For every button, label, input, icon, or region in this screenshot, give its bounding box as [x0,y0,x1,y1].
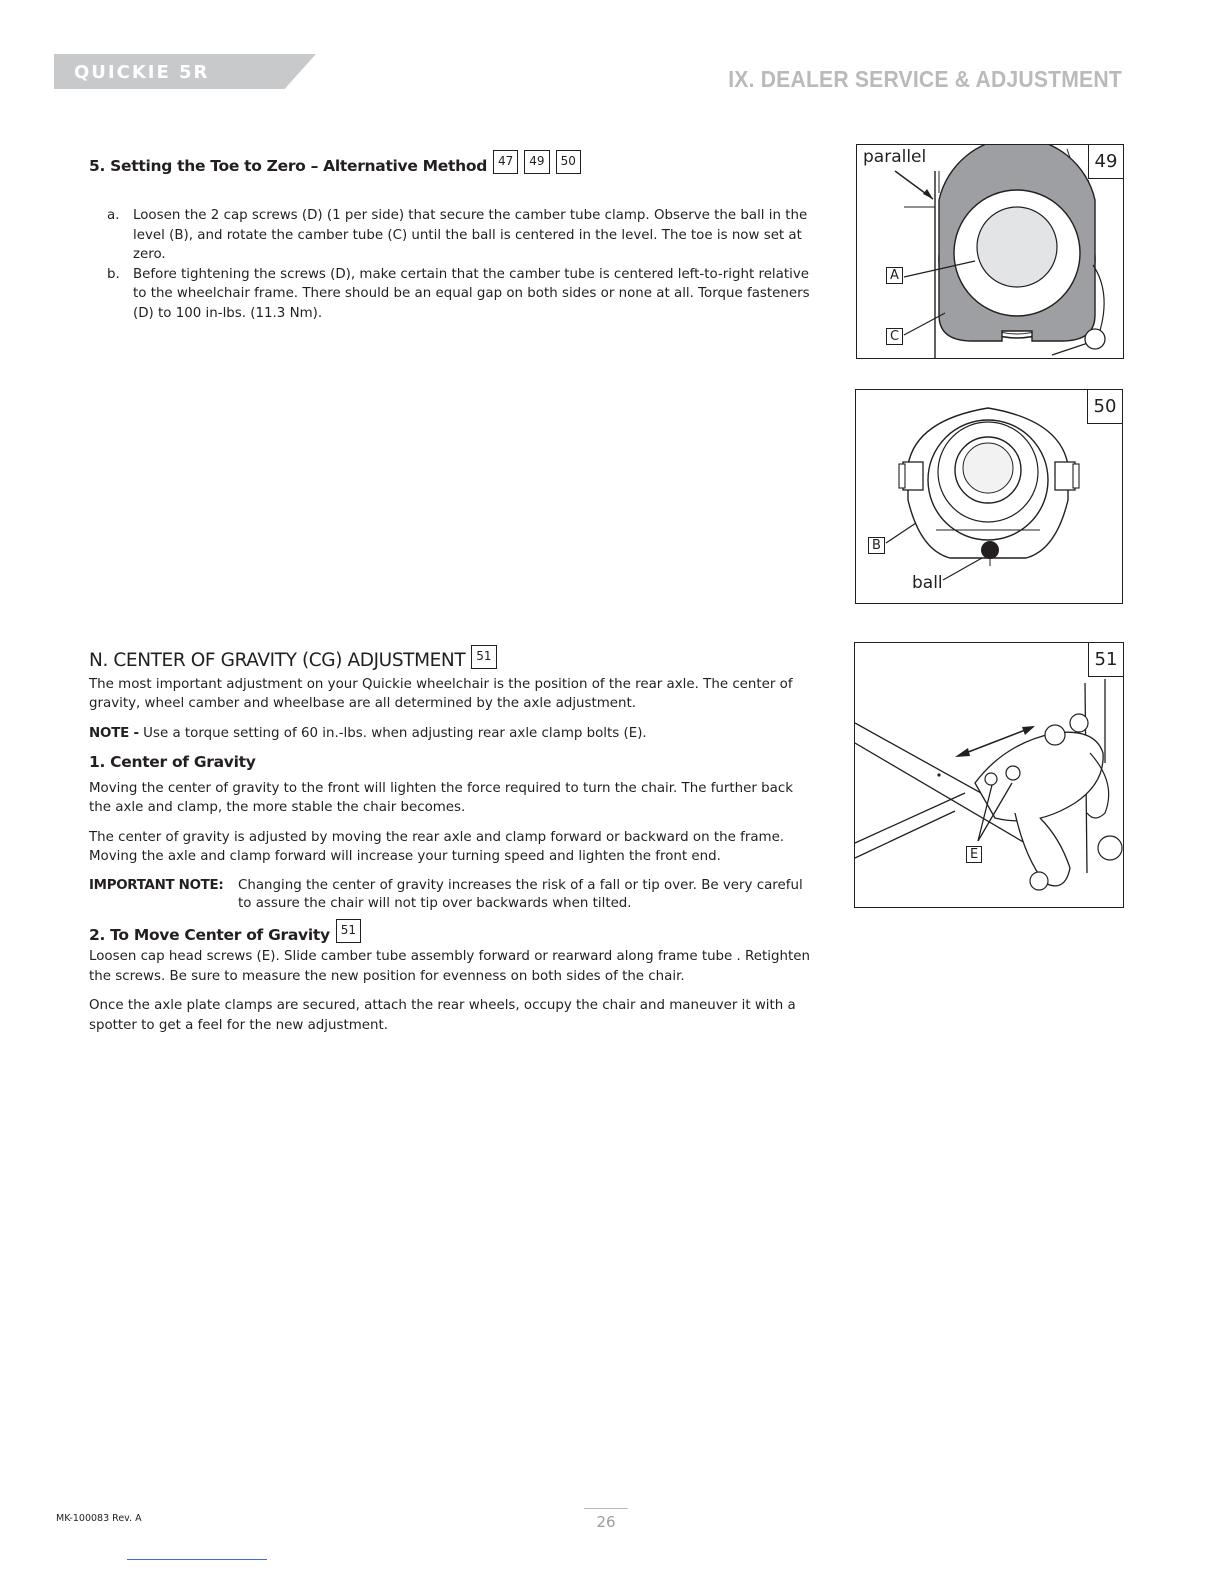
toe-section [89,150,819,177]
list-item-text: Before tightening the screws (D), make certain that the camber tube is centered left-to-right relative to the wheelchair frame. There should be an equal gap on both sides or none at all. Torque fasteners (D) to 100 in-lbs. (11.3 Nm). [133,266,810,321]
camber-clamp-level-illustration [856,390,1122,603]
sub2-paragraph: Loosen cap head screws (E). Slide camber tube assembly forward or rearward along frame tube . Retighten the screws. Be sure to measure the new position for evenness on both sides of the chair. [89,949,810,984]
sub2-paragraph: Once the axle plate clamps are secured, attach the rear wheels, occupy the chair and maneuver it with a spotter to get a feel for the new adjustment. [89,998,796,1033]
figure-ref: 49 [524,150,549,174]
figure-number: 49 [1088,145,1123,179]
brand-name: QUICKIE 5R [74,62,210,83]
important-label: IMPORTANT NOTE: [89,877,224,893]
list-item [89,265,819,324]
parallel-label: parallel [863,147,927,167]
figure-ref: 51 [471,645,496,669]
sub2-heading [89,919,819,946]
callout-c: C [886,328,903,345]
list-item-text: Loosen the 2 cap screws (D) (1 per side) that secure the camber tube clamp. Observe the ball in the level (B), and rotate the camber tube (C) until the ball is centered in the level. The toe is now set at zero. [133,208,808,262]
figure-ref: 47 [493,150,518,174]
link-underline [127,1559,267,1560]
cg-heading-text: N. CENTER OF GRAVITY (CG) ADJUSTMENT [89,650,466,671]
document-code: MK-100083 Rev. A [56,1513,142,1524]
page-number: 26 [596,1513,616,1531]
sub1-paragraph: The center of gravity is adjusted by moving the rear axle and clamp forward or backward on the frame. Moving the axle and clamp forward will increase your turning speed and lighten the front end. [89,829,785,864]
sub2-heading-text: 2. To Move Center of Gravity [89,925,330,944]
frame-axle-clamp-illustration [855,643,1123,907]
page-number-rule [584,1508,628,1509]
toe-heading [89,150,819,177]
figure-number: 50 [1087,390,1122,424]
cg-section [89,645,819,1045]
section-title: IX. DEALER SERVICE & ADJUSTMENT [728,66,1122,92]
cg-heading [89,645,819,671]
toe-steps [89,206,819,323]
list-item-label: a. [107,208,120,223]
list-item-label: b. [107,266,120,282]
cg-intro: The most important adjustment on your Quickie wheelchair is the position of the rear axle. The center of gravity, wheel camber and wheelbase are all determined by the axle adjustment. [89,676,793,711]
figure-ref: 51 [336,919,361,943]
ball-label: ball [912,573,943,593]
important-text: Changing the center of gravity increases the risk of a fall or tip over. Be very careful to assure the chair will not tip over backwards when tilted. [238,877,803,911]
figure-50 [855,389,1123,604]
sub1-paragraph: Moving the center of gravity to the front will lighten the force required to turn the chair. The further back the axle and clamp, the more stable the chair becomes. [89,780,793,815]
callout-e: E [966,846,982,863]
sub1-heading: 1. Center of Gravity [89,753,256,771]
figure-ref: 50 [556,150,581,174]
list-item [89,206,819,265]
cg-note [89,724,819,744]
figure-51 [854,642,1124,908]
important-note [89,877,819,913]
toe-heading-text: 5. Setting the Toe to Zero – Alternative Method [89,157,487,175]
callout-b: B [868,537,885,554]
figure-number: 51 [1088,643,1123,677]
figure-49 [856,144,1124,359]
camber-tube-top-illustration [857,145,1123,358]
note-label: NOTE - [89,725,139,741]
callout-a: A [886,267,903,284]
note-text: Use a torque setting of 60 in.-lbs. when adjusting rear axle clamp bolts (E). [143,725,647,741]
